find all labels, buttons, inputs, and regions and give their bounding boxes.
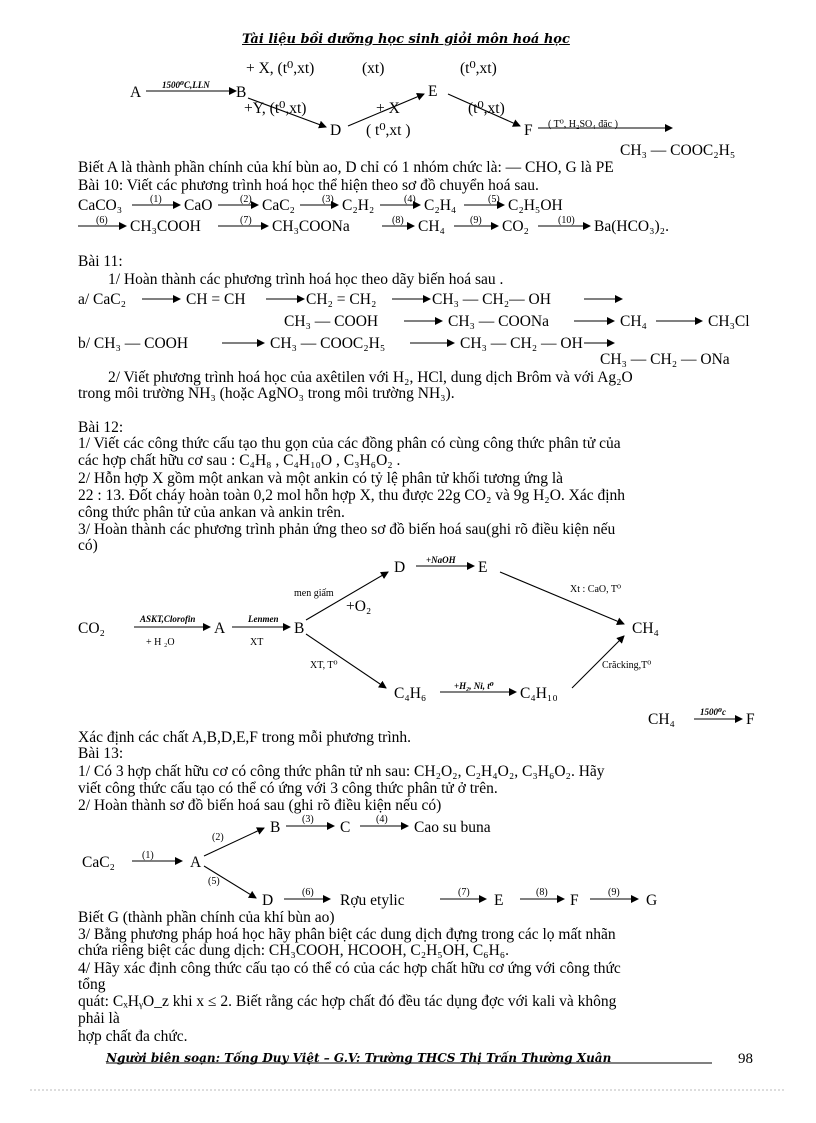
text-line: công thức phân tử của ankan và ankin trên.	[78, 504, 345, 521]
step-num: (9)	[608, 887, 620, 898]
text-line: 3/ Hoàn thành các phương trình phản ứng theo sơ đồ biến hoá sau(ghi rõ điều kiện nếu	[78, 521, 616, 538]
page-number: 98	[738, 1051, 753, 1067]
step-num: (1)	[142, 850, 154, 861]
node-CaC2: CaC₂	[82, 854, 115, 871]
node-F: F	[746, 711, 755, 728]
step-num: (7)	[240, 215, 252, 226]
bai11-q2b: trong môi trường NH₃ (hoặc AgNO₃ trong môi trường NH₃).	[78, 385, 455, 402]
text-line: Biết G (thành phần chính của khí bùn ao)	[78, 909, 335, 926]
text-line: có)	[78, 537, 98, 554]
step-num: (8)	[536, 887, 548, 898]
cond-plus-Y: +Y, (t⁰,xt)	[244, 100, 307, 117]
node-E: E	[494, 892, 504, 909]
node-C: C	[340, 819, 351, 836]
text-line: 4/ Hãy xác định công thức cấu tạo có thể có của các hợp chất hữu cơ ứng với công thức	[78, 960, 621, 977]
node-B: B	[294, 620, 305, 637]
chem: CO₂	[502, 218, 529, 235]
step-num: (5)	[208, 876, 220, 887]
cond: men giấm	[294, 588, 334, 599]
cond-t0xt-top: (t⁰,xt)	[460, 60, 497, 77]
step-num: (2)	[240, 194, 252, 205]
cond: +H₂, Ni, t⁰	[454, 681, 494, 691]
node-C4H6: C₄H₆	[394, 685, 427, 702]
cond: Xt : CaO, T⁰	[570, 584, 622, 595]
node-CO2: CO₂	[78, 620, 105, 637]
text-line: chứa riêng biệt các dung dịch: CH₃COOH, HCOOH, C₂H₅OH, C₆H₆.	[78, 942, 510, 959]
node-C4H10: C₄H₁₀	[520, 685, 558, 702]
cond-t0xt-E: (t⁰,xt)	[468, 100, 505, 117]
cond: Lenmen	[248, 614, 279, 624]
chem: CH₃COONa	[272, 218, 350, 235]
page-header-title: Tài liệu bồi dưỡng học sinh giỏi môn hoá học	[242, 32, 570, 47]
step-num: (6)	[302, 887, 314, 898]
bai12-title: Bài 12:	[78, 419, 124, 436]
cond-A-B: 1500⁰C,LLN	[162, 80, 210, 90]
cond-t0xt-D: ( t⁰,xt )	[366, 122, 411, 139]
chem: CaO	[184, 197, 213, 214]
step-num: (6)	[96, 215, 108, 226]
node-D: D	[262, 892, 274, 909]
chem: CH₃Cl	[708, 313, 750, 330]
step-num: (5)	[488, 194, 500, 205]
node-F: F	[570, 892, 579, 909]
footer-author: Người biên soạn: Tống Duy Việt – G.V: Trường THCS Thị Trấn Thường Xuân	[106, 1051, 612, 1065]
node-E: E	[478, 559, 488, 576]
node-D: D	[394, 559, 406, 576]
cond-plus-X2: + X	[376, 100, 400, 117]
cond: 1500⁰c	[700, 707, 726, 717]
step-num: (7)	[458, 887, 470, 898]
text-line: Bài 10: Viết các phương trình hoá học thể hiện theo sơ đồ chuyển hoá sau.	[78, 177, 539, 194]
node-B: B	[236, 84, 247, 101]
chem: CH₃ — CH₂ — ONa	[600, 351, 730, 368]
product-ester: CH₃ — COOC₂H₅	[620, 142, 736, 159]
text-line: viết công thức cấu tạo có thể có ứng với 3 công thức phân tử ở trên.	[78, 780, 498, 797]
node-ruou-etylic: Rợu etylic	[340, 892, 405, 909]
text-line: 3/ Bằng phương pháp hoá học hãy phân biệt các dung dịch đựng trong các lọ mất nhãn	[78, 926, 616, 943]
cond-xt: (xt)	[362, 60, 385, 77]
chem: CaC₂	[262, 197, 295, 214]
text-line: các hợp chất hữu cơ sau : C₄H₈ , C₄H₁₀O , C₃H₆O₂ .	[78, 452, 401, 469]
step-num: (8)	[392, 215, 404, 226]
step-num: (2)	[212, 832, 224, 843]
node-F: F	[524, 122, 533, 139]
step-num: (9)	[470, 215, 482, 226]
cond: +O₂	[346, 598, 372, 615]
node-B: B	[270, 819, 281, 836]
text-line: 1/ Viết các công thức cấu tạo thu gọn của các đồng phân có cùng công thức phân tử của	[78, 435, 621, 452]
cond: XT	[250, 637, 264, 648]
text-line: phải là	[78, 1010, 120, 1027]
text-line: 2/ Hỗn hợp X gồm một ankan và một ankin có tỷ lệ phân tử khối tương ứng là	[78, 470, 564, 487]
cond-F: ( T⁰, H₂SO₄ đặc )	[548, 119, 618, 130]
node-CH4: CH₄	[648, 711, 675, 728]
chem: CH₄	[418, 218, 445, 235]
chem: C₂H₂	[342, 197, 375, 214]
node-A: A	[190, 854, 202, 871]
step-num: (1)	[150, 194, 162, 205]
node-G: G	[646, 892, 658, 909]
text-line: hợp chất đa chức.	[78, 1028, 188, 1045]
bai13-title: Bài 13:	[78, 745, 124, 762]
node-buna: Cao su buna	[414, 819, 491, 836]
text-line: tổng	[78, 976, 106, 993]
bai11-q2a: 2/ Viết phương trình hoá học của axêtilen với H₂, HCl, dung dịch Brôm và với Ag₂O	[108, 369, 633, 386]
chem: CH₄	[620, 313, 647, 330]
cond: ASKT,Clorofin	[140, 614, 196, 624]
node-A: A	[214, 620, 226, 637]
chem: a/ CaC₂	[78, 291, 127, 308]
text-line: Xác định các chất A,B,D,E,F trong mỗi phương trình.	[78, 729, 412, 746]
chem: C₂H₅OH	[508, 197, 563, 214]
step-num: (4)	[376, 814, 388, 825]
chem: CH₃ — CH₂— OH	[432, 291, 551, 308]
text-line: 1/ Có 3 hợp chất hữu cơ có công thức phân tử nh sau: CH₂O₂, C₂H₄O₂, C₃H₆O₂. Hãy	[78, 763, 605, 780]
chem: CH₃ — CH₂ — OH	[460, 335, 583, 352]
node-E: E	[428, 83, 438, 100]
text-line: Biết A là thành phần chính của khí bùn ao, D chỉ có 1 nhóm chức là: — CHO, G là PE	[78, 159, 614, 176]
chem: CH₂ = CH₂	[306, 291, 377, 308]
chem: Ba(HCO₃)₂.	[594, 218, 669, 235]
chem: CH = CH	[186, 291, 246, 308]
chem: CH₃ — COOH	[284, 313, 379, 330]
bai11-title: Bài 11:	[78, 253, 123, 270]
chem: CH₃ — COOC₂H₅	[270, 335, 386, 352]
step-num: (3)	[302, 814, 314, 825]
node-A: A	[130, 84, 142, 101]
chem: b/ CH₃ — COOH	[78, 335, 189, 352]
node-D: D	[330, 122, 342, 139]
text-line: 2/ Hoàn thành sơ đồ biến hoá sau (ghi rõ điều kiện nếu có)	[78, 797, 442, 814]
chem: CaCO₃	[78, 197, 123, 214]
chem: CH₃ — COONa	[448, 313, 549, 330]
bai11-q1: 1/ Hoàn thành các phương trình hoá học theo dãy biến hoá sau .	[108, 271, 504, 288]
cond: +NaOH	[426, 555, 456, 565]
text-line: 22 : 13. Đốt cháy hoàn toàn 0,2 mol hỗn hợp X, thu được 22g CO₂ và 9g H₂O. Xác định	[78, 487, 626, 504]
step-num: (3)	[322, 194, 334, 205]
step-num: (4)	[404, 194, 416, 205]
cond: XT, T⁰	[310, 660, 338, 671]
cond-plus-X: + X, (t⁰,xt)	[246, 60, 315, 77]
chem: CH₃COOH	[130, 218, 201, 235]
step-num: (10)	[558, 215, 575, 226]
text-line: quát: CₓHᵧO_z khi x ≤ 2. Biết rằng các hợp chất đó đều tác dụng đợc với kali và không	[78, 993, 617, 1010]
node-CH4: CH₄	[632, 620, 659, 637]
cond: Crăcking,T⁰	[602, 660, 652, 671]
chem: C₂H₄	[424, 197, 457, 214]
cond: + H ₂O	[146, 637, 175, 648]
